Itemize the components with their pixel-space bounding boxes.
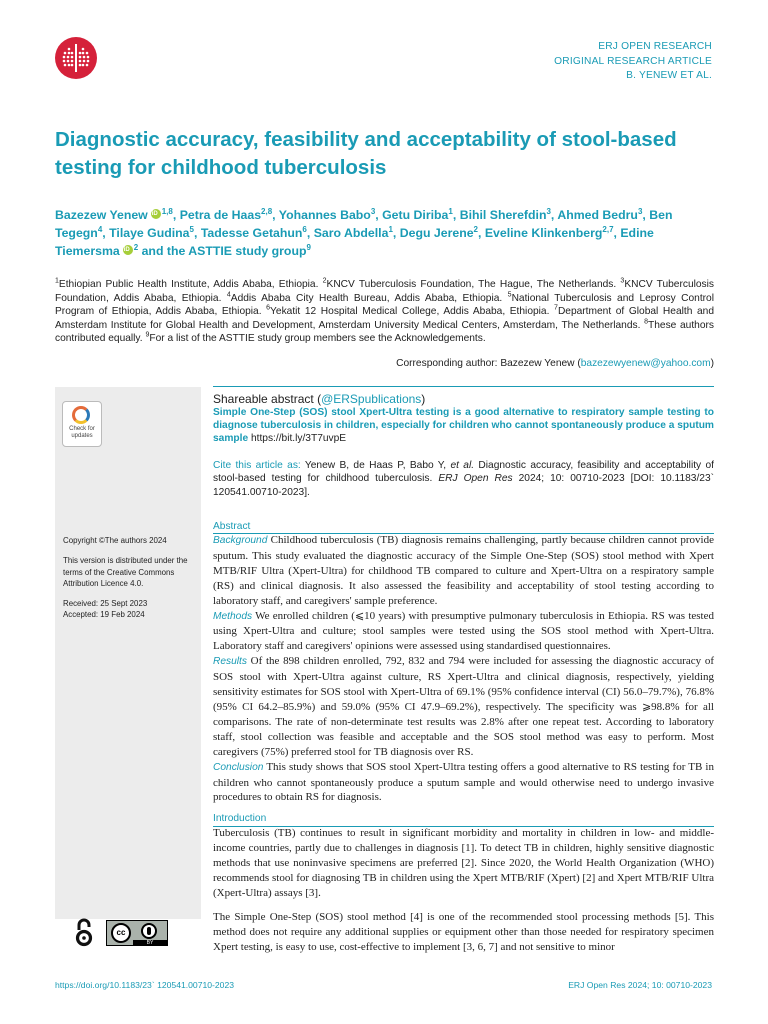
abstract-results bbox=[213, 654, 714, 759]
author-name: Tilaye Gudina bbox=[109, 226, 190, 240]
author-name: Degu Jerene bbox=[399, 226, 474, 240]
author-affiliation-marker: 2,8 bbox=[261, 206, 273, 216]
cc-icon: cc bbox=[111, 923, 131, 943]
orcid-icon[interactable] bbox=[123, 245, 133, 255]
author-list: Bazezew YenewiD $^{1,8}$, Petra de Haas$^{2,8}$, Yohannes Babo$^3$, Getu Diriba$^1$, Bihil Sherefdin$^3$, Ahmed Bedru$^3$, Ben Tegegn$^4$, Tilaye Gudina$^5$, Tadesse Getahun$^6$, Saro Abdella$^1$, Degu Jerene$^2$, Eveline Klinkenberg$^{2,7}$, Edine TiemersmaiD $^2$ and the ASTTIE study group$^9$ bbox=[55, 206, 715, 260]
author-name: Ben Tegegn bbox=[55, 208, 673, 240]
affiliation-text: KNCV Tuberculosis Foundation, The Hague, The Netherlands. bbox=[326, 279, 617, 290]
journal-name: ERJ OPEN RESEARCH bbox=[598, 41, 712, 52]
author-affiliation-marker: 9 bbox=[306, 242, 311, 252]
author-affiliation-marker: 4 bbox=[97, 224, 103, 234]
affiliation-marker: 8 bbox=[644, 318, 649, 326]
introduction-body bbox=[213, 826, 714, 964]
cite-lead: Cite this article as: bbox=[213, 460, 301, 471]
license-text: This version is distributed under the terms of the Creative Commons Attribution Licence 4.0. bbox=[63, 556, 188, 588]
author-affiliation-marker: 1 bbox=[448, 206, 453, 216]
results-label: Results bbox=[213, 656, 247, 668]
conclusion-label: Conclusion bbox=[213, 761, 264, 773]
author-name: Getu Diriba bbox=[382, 208, 449, 222]
cite-etal: et al. bbox=[450, 460, 475, 471]
author-affiliation-marker: 3 bbox=[546, 206, 551, 216]
corresponding-label: Corresponding author: Bazezew Yenew ( bbox=[396, 358, 581, 369]
shareable-close: ) bbox=[421, 392, 426, 406]
shareable-abstract-text bbox=[213, 406, 714, 445]
author-affiliation-marker: 2,7 bbox=[602, 224, 614, 234]
affiliation-text: KNCV Tuberculosis Foundation, Addis Ababa, Ethiopia. bbox=[55, 279, 714, 304]
corresponding-email-link[interactable]: bazezewyenew@yahoo.com bbox=[580, 358, 711, 369]
introduction-heading: Introduction bbox=[213, 813, 267, 824]
received-date: Received: 25 Sept 2023 bbox=[63, 599, 148, 609]
affiliation-text: Ethiopian Public Health Institute, Addis Ababa, Ethiopia. bbox=[58, 279, 319, 290]
cite-details: 2024; 10: 00710-2023 [DOI: 10.1183/23` 120541.00710-2023]. bbox=[213, 473, 714, 498]
divider bbox=[213, 386, 714, 387]
check-for-updates-badge[interactable] bbox=[62, 401, 102, 447]
affiliation-text: National Tuberculosis and Leprosy Control Program of Ethiopia, Addis Ababa, Ethiopia. bbox=[55, 292, 714, 317]
article-title: Diagnostic accuracy, feasibility and acceptability of stool-based testing for childhood tuberculosis bbox=[55, 128, 677, 179]
affiliation-marker: 7 bbox=[554, 304, 558, 312]
corresponding-author bbox=[396, 358, 714, 369]
abstract-body bbox=[213, 533, 714, 805]
affiliation-marker: 9 bbox=[145, 331, 150, 339]
affiliation-marker: 2 bbox=[322, 277, 327, 285]
affiliation-text: These authors contributed equally. bbox=[55, 319, 714, 344]
attribution-icon bbox=[141, 923, 157, 939]
by-label: BY bbox=[133, 940, 167, 946]
footer-journal: ERJ Open Res 2024; 10: 00710-2023 bbox=[568, 980, 712, 990]
affiliation-marker: 5 bbox=[507, 291, 512, 299]
sidebar-panel bbox=[55, 387, 201, 919]
affiliation-text: For a list of the ASTTIE study group members see the Acknowledgements. bbox=[149, 333, 486, 344]
author-affiliation-marker: 3 bbox=[370, 206, 376, 216]
results-text: Of the 898 children enrolled, 792, 832 and 794 were included for assessing the diagnostic accuracy of SOS stool with Xpert-Ultra against culture, RS Xpert-Ultra and clinical diagnosis, respectively, yielding sensitivity estimates for SOS stool with Xpert-Ultra of 69.1% (95% confidence interval (CI) 56.0–79.7%), 76.8% (95% CI 64.2–85.9%) and 59.0% (95% CI 47.9–69.2%), respectively. The specificity was ⩾98.8% for all comparisons. The rate of non-determinate test results was 2.8% after one repeat test. According to laboratory staff, stool collection was feasible and acceptable and the SOS stool method was easy to perform. Most caregivers (75%) preferred stool for TB diagnosis over RS. bbox=[213, 655, 715, 758]
author-affiliation-marker: 2 bbox=[473, 224, 478, 234]
abstract-conclusion bbox=[213, 760, 714, 806]
affiliation-marker: 6 bbox=[266, 304, 271, 312]
shareable-label: Shareable abstract ( bbox=[213, 392, 322, 406]
author-name: Bihil Sherefdin bbox=[459, 208, 547, 222]
author-name: Edine Tiemersma bbox=[55, 226, 654, 258]
methods-text: We enrolled children (⩽10 years) with presumptive pulmonary tuberculosis in Ethiopia. RS was tested using Xpert-Ultra and culture; stool samples were tested using the SOS stool method with Xpert-Ultra. Laboratory staff and caregivers' opinions were assessed using standardised questionnaires. bbox=[213, 609, 714, 653]
accepted-date: Accepted: 19 Feb 2024 bbox=[63, 610, 145, 620]
footer-doi-link[interactable]: https://doi.org/10.1183/23` 120541.00710-2023 bbox=[55, 980, 235, 990]
background-label: Background bbox=[213, 535, 268, 546]
affiliation-marker: 1 bbox=[55, 277, 59, 285]
copyright-text: Copyright ©The authors 2024 bbox=[63, 536, 167, 545]
abstract-background bbox=[213, 533, 714, 609]
author-name: Bazezew Yenew bbox=[55, 208, 148, 222]
author-name: Yohannes Babo bbox=[278, 208, 371, 222]
author-affiliation-marker: 3 bbox=[637, 206, 643, 216]
methods-label: Methods bbox=[213, 610, 253, 622]
check-updates-label: Check for updates bbox=[69, 426, 95, 439]
author-affiliation-marker: 1 bbox=[388, 224, 393, 234]
check-updates-icon bbox=[72, 406, 90, 424]
shareable-abstract-heading bbox=[213, 392, 425, 406]
orcid-icon[interactable] bbox=[151, 209, 161, 219]
corresponding-close: ) bbox=[710, 358, 714, 369]
author-name: Saro Abdella bbox=[313, 226, 389, 240]
ers-logo bbox=[55, 37, 97, 79]
author-name: Eveline Klinkenberg bbox=[484, 226, 603, 240]
shareable-short-link[interactable]: https://bit.ly/3T7uvpE bbox=[250, 433, 347, 444]
citation bbox=[213, 459, 714, 499]
ers-handle-link[interactable]: @ERSpublications bbox=[321, 392, 422, 406]
author-affiliation-marker: 6 bbox=[302, 224, 307, 234]
conclusion-text: This study shows that SOS stool Xpert-Ultra testing offers a good alternative to RS testing for TB in children who cannot spontaneously produce a sputum sample and would otherwise need to undergo invasive procedures to obtain RS for diagnosis. bbox=[213, 760, 714, 804]
cite-journal: ERJ Open Res bbox=[438, 473, 513, 485]
author-affiliation-marker: 1,8 bbox=[161, 206, 173, 216]
author-affiliation-marker: 5 bbox=[189, 224, 194, 234]
article-type: ORIGINAL RESEARCH ARTICLE bbox=[554, 55, 712, 67]
affiliation-marker: 4 bbox=[226, 291, 231, 299]
cite-authors: Yenew B, de Haas P, Babo Y, bbox=[304, 460, 447, 471]
author-affiliation-marker: 2 bbox=[133, 242, 139, 252]
cite-title: Diagnostic accuracy, feasibility and acceptability of stool-based testing for childhood tuberculosis. bbox=[213, 460, 714, 485]
abstract-methods bbox=[213, 609, 714, 655]
header-info bbox=[554, 40, 712, 84]
author-name: Tadesse Getahun bbox=[200, 226, 303, 240]
article-info bbox=[63, 535, 195, 630]
lungs-logo-icon bbox=[55, 37, 97, 79]
affiliation-marker: 3 bbox=[620, 277, 625, 285]
open-access-icon bbox=[75, 917, 93, 947]
affiliation-text: Department of Global Health and Amsterdam Institute for Global Health and Development, Amsterdam University Medical Centers, Amsterdam, The Netherlands. bbox=[55, 306, 714, 331]
affiliation-text: Yekatit 12 Hospital Medical College, Addis Ababa, Ethiopia. bbox=[270, 306, 550, 317]
intro-paragraph-2: The Simple One-Step (SOS) stool method [4] is one of the recommended stool processing methods [5]. This method does not require any additional supplies or equipment other than those needed for respiratory specimen Xpert testing, is easy to use, cost-effective to implement [3, 6, 7] and not sensitive to minor bbox=[213, 910, 714, 953]
creative-commons-by-badge[interactable] bbox=[106, 920, 168, 946]
affiliation-text: Addis Ababa City Health Bureau, Addis Ababa, Ethiopia. bbox=[230, 292, 503, 304]
intro-paragraph-1: Tuberculosis (TB) continues to result in significant morbidity and mortality in children in low- and middle-income countries, partly due to challenges in diagnosis [1]. To detect TB in children, highly sensitive diagnostic methods that use noninvasive specimens are preferred [2]. Since 2020, the World Health Organization (WHO) recommends stool for diagnosing TB in children using the Xpert MTB/RIF (Xpert) [2] and Xpert MTB/RIF Ultra (Xpert-Ultra) assays [3]. bbox=[213, 827, 714, 899]
affiliations bbox=[55, 278, 714, 346]
abstract-heading: Abstract bbox=[213, 521, 251, 532]
author-name: the ASTTIE study group bbox=[166, 244, 307, 258]
shareable-text: Simple One-Step (SOS) stool Xpert-Ultra testing is a good alternative to respiratory sample testing to diagnose tuberculosis in children, especially for children who cannot spontaneously produce a sputum sample bbox=[213, 407, 714, 444]
background-text: Childhood tuberculosis (TB) diagnosis remains challenging, partly because children cannot provide sputum. This study evaluated the diagnostic accuracy of the Simple One-Step (SOS) stool method with Xpert MTB/RIF Ultra (Xpert-Ultra) for childhood TB compared to culture and Xpert-Ultra on a respiratory sample (RS) and clinical diagnosis. It also assessed the feasibility and acceptability of stool testing according to laboratory staff, and caregivers' sample preference. bbox=[213, 534, 714, 607]
running-author: B. YENEW ET AL. bbox=[626, 70, 712, 81]
author-name: Petra de Haas bbox=[179, 208, 262, 222]
author-name: Ahmed Bedru bbox=[557, 208, 638, 222]
